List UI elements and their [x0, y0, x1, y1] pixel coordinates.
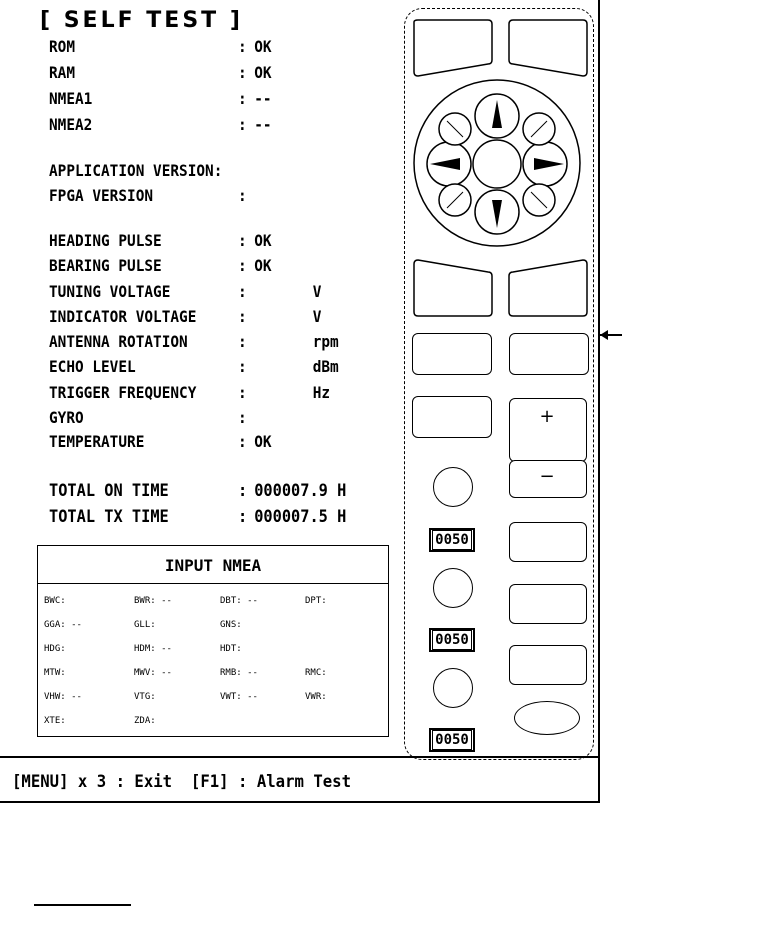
nmea-sentence: GLL:	[134, 620, 156, 630]
key-right-1[interactable]	[509, 333, 589, 375]
test-row-nmea2: NMEA2 : --	[49, 116, 313, 134]
measure-row: TRIGGER FREQUENCY : Hz	[49, 383, 331, 402]
counter-1: 0050	[429, 528, 475, 552]
key-mid-left[interactable]	[412, 258, 494, 318]
nmea-sentence: VWR:	[305, 692, 327, 702]
total-tx-time-value: 000007.5 H	[254, 507, 347, 527]
nmea-sentence: HDT:	[220, 644, 242, 654]
nmea-sentence: VTG:	[134, 692, 156, 702]
key-mid-right[interactable]	[507, 258, 589, 318]
plus-icon: +	[539, 406, 555, 427]
app-version-row	[49, 162, 222, 180]
test-label: RAM	[49, 63, 76, 82]
nmea-sentence: RMC:	[305, 668, 327, 678]
total-on-time-row: TOTAL ON TIME : 000007.9 H	[49, 481, 347, 501]
key-top-left[interactable]	[412, 18, 494, 78]
total-tx-time-row: TOTAL TX TIME : 000007.5 H	[49, 507, 347, 527]
test-label: NMEA2	[49, 115, 93, 134]
key-gap	[509, 432, 587, 462]
input-nmea-title: INPUT NMEA	[38, 546, 388, 584]
callout-arrow-icon	[600, 330, 608, 340]
page-title: [ SELF TEST ]	[40, 8, 243, 33]
power-key[interactable]	[514, 701, 580, 735]
measure-row: TUNING VOLTAGE : V	[49, 282, 322, 301]
nmea-sentence: BWC:	[44, 596, 66, 606]
measure-row: INDICATOR VOLTAGE : V	[49, 307, 322, 326]
nmea-sentence: VHW: --	[44, 692, 82, 702]
underline-rule	[34, 904, 131, 906]
measure-row: ANTENNA ROTATION : rpm	[49, 332, 339, 351]
version-label: APPLICATION VERSION:	[49, 161, 223, 180]
total-on-time-value: 000007.9 H	[254, 481, 347, 501]
test-row-rom: ROM : OK	[49, 38, 313, 56]
version-label: FPGA VERSION	[49, 186, 154, 205]
nmea-sentence: RMB: --	[220, 668, 258, 678]
key-right-3[interactable]	[509, 522, 587, 562]
test-value: OK	[254, 63, 272, 82]
nmea-sentence: VWT: --	[220, 692, 258, 702]
input-nmea-box	[37, 545, 389, 737]
nmea-sentence: MWV: --	[134, 668, 172, 678]
nmea-sentence: ZDA:	[134, 716, 156, 726]
test-value: --	[254, 115, 272, 134]
measure-row: GYRO :	[49, 408, 247, 427]
nmea-sentence: HDG:	[44, 644, 66, 654]
test-value: --	[254, 89, 272, 108]
nmea-sentence: MTW:	[44, 668, 66, 678]
measure-row: BEARING PULSE : OK	[49, 256, 272, 275]
test-label: ROM	[49, 37, 76, 56]
navigation-pad[interactable]	[412, 78, 582, 248]
measure-row: HEADING PULSE : OK	[49, 231, 272, 250]
test-row-nmea1: NMEA1 : --	[49, 90, 313, 108]
measure-row: ECHO LEVEL : dBm	[49, 357, 339, 376]
nmea-sentence: GNS:	[220, 620, 242, 630]
key-top-right[interactable]	[507, 18, 589, 78]
nmea-sentence: DPT:	[305, 596, 327, 606]
measure-row: TEMPERATURE : OK	[49, 432, 272, 451]
knob-3[interactable]	[433, 668, 473, 708]
nmea-sentence: HDM: --	[134, 644, 172, 654]
test-value: OK	[254, 37, 272, 56]
fpga-version-row: FPGA VERSION :	[49, 186, 247, 205]
counter-3: 0050	[429, 728, 475, 752]
minus-icon: −	[539, 466, 555, 487]
key-left-2[interactable]	[412, 396, 492, 438]
nmea-sentence: GGA: --	[44, 620, 82, 630]
counter-2: 0050	[429, 628, 475, 652]
footer-hint: [MENU] x 3 : Exit [F1] : Alarm Test	[12, 772, 351, 792]
knob-2[interactable]	[433, 568, 473, 608]
nmea-sentence: XTE:	[44, 716, 66, 726]
nmea-sentence: DBT: --	[220, 596, 258, 606]
key-right-5[interactable]	[509, 645, 587, 685]
test-row-ram: RAM : OK	[49, 64, 313, 82]
test-label: NMEA1	[49, 89, 93, 108]
key-right-4[interactable]	[509, 584, 587, 624]
knob-1[interactable]	[433, 467, 473, 507]
key-left-1[interactable]	[412, 333, 492, 375]
nmea-sentence: BWR: --	[134, 596, 172, 606]
